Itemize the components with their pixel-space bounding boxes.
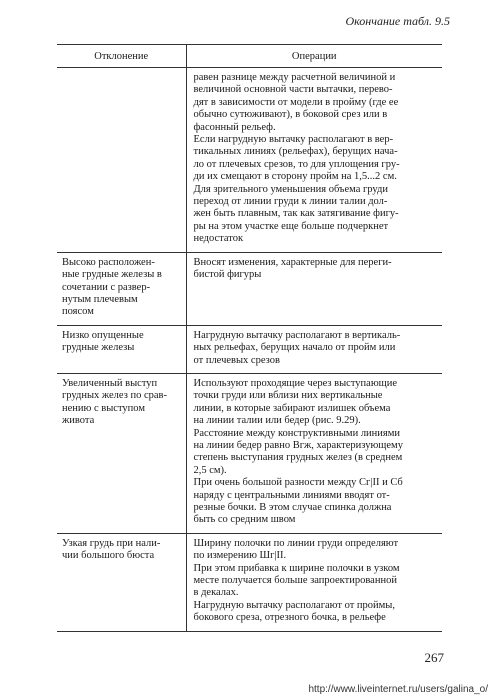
- deviation-text-line: грудных желез по срав-: [62, 390, 167, 402]
- deviation-text-line: нению с выступом: [62, 402, 145, 414]
- operations-text-line: степень выступания грудных желез (в среднем: [193, 452, 403, 464]
- deviation-text-line: Увеличенный выступ: [62, 377, 158, 389]
- operations-cell: [186, 373, 442, 533]
- operations-text-line: тикальных линиях (рельефах), берущих нача-: [193, 146, 398, 158]
- operations-text-line: на линии талии или бедер (рис. 9.29).: [193, 415, 361, 427]
- operations-cell: [186, 325, 442, 373]
- operations-text-line: быть со средним швом: [193, 514, 296, 526]
- deviation-text-line: чии большого бюста: [62, 550, 155, 562]
- operations-text-line: фасонный рельеф.: [193, 121, 276, 133]
- deviation-text-line: ные грудные железы в: [62, 269, 162, 281]
- table-body: [57, 68, 442, 632]
- operations-text-line: При этом прибавка к ширине полочки в узком: [193, 562, 400, 574]
- operations-text-line: месте получается больше запроектированной: [193, 575, 397, 587]
- operations-text-line: ных рельефах, берущих начало от пройм или: [193, 342, 396, 354]
- operations-text-line: Расстояние между конструктивными линиями: [193, 427, 401, 439]
- table-row: [57, 325, 442, 373]
- operations-text-line: бистой фигуры: [193, 269, 262, 281]
- operations-text-line: переход от линии груди к линии талии дол-: [193, 196, 388, 208]
- deviations-table: [57, 44, 442, 632]
- page-number: 267: [424, 650, 444, 665]
- deviation-cell: [57, 373, 186, 533]
- table-row: [57, 68, 442, 253]
- deviation-cell: [57, 252, 186, 325]
- operations-text-line: дят в зависимости от модели в пройму (где ее: [193, 96, 399, 108]
- deviation-cell: [57, 533, 186, 631]
- deviation-text-line: Высоко расположен-: [62, 256, 155, 268]
- operations-text-line: наряду с центральными линиями вводят от-: [193, 489, 390, 501]
- table-header-row: [57, 45, 442, 68]
- operations-text-line: Нагрудную вытачку располагают в вертикаль-: [193, 329, 401, 341]
- operations-text-line: бокового среза, отрезного бочка, в рельефе: [193, 612, 386, 624]
- operations-text-line: от плечевых срезов: [193, 354, 280, 366]
- operations-text-line: в декалах.: [193, 587, 239, 599]
- deviation-text-line: живота: [62, 415, 95, 427]
- operations-text-line: ло от плечевых срезов, то для уплощения гру-: [193, 158, 400, 170]
- table-row: [57, 252, 442, 325]
- deviation-text-line: нутым плечевым: [62, 293, 138, 305]
- operations-text-line: ры на этом участке еще больше подчеркнет: [193, 220, 389, 232]
- operations-text-line: по измерению Шг|II.: [193, 550, 287, 562]
- column-header-operations: Операции: [186, 45, 442, 68]
- operations-text-line: Вносят изменения, характерные для переги-: [193, 256, 392, 268]
- operations-text-line: точки груди или вблизи них вертикальные: [193, 390, 383, 402]
- operations-text-line: величиной основной части вытачки, перево-: [193, 84, 393, 96]
- operations-text-line: жен быть плавным, так как затягивание фигу-: [193, 208, 399, 220]
- operations-text-line: 2,5 см).: [193, 464, 227, 476]
- operations-text-line: Используют проходящие через выступающие: [193, 377, 398, 389]
- operations-cell: [186, 252, 442, 325]
- operations-text-line: Ширину полочки по линии груди определяют: [193, 537, 399, 549]
- table-row: [57, 373, 442, 533]
- watermark-url: http://www.liveinternet.ru/users/galina_o/: [308, 684, 488, 695]
- column-header-deviation: Отклонение: [57, 45, 186, 68]
- deviation-text-line: поясом: [62, 306, 94, 318]
- operations-text-line: линии, в которые забирают излишек объема: [193, 402, 391, 414]
- operations-text-line: Для зрительного уменьшения объема груди: [193, 183, 388, 195]
- operations-cell: [186, 68, 442, 253]
- operations-text-line: ди их смещают в сторону пройм на 1,5...2 см.: [193, 171, 397, 183]
- operations-text-line: При очень большой разности между Cг|II и Cб: [193, 477, 403, 489]
- operations-text-line: равен разнице между расчетной величиной и: [193, 72, 396, 83]
- operations-text-line: на линии бедер равно Bгж, характеризующему: [193, 439, 403, 451]
- page-header: Окончание табл. 9.5: [345, 14, 450, 28]
- deviation-cell: [57, 325, 186, 373]
- deviation-text-line: Низко опущенные: [62, 329, 144, 341]
- operations-text-line: недостаток: [193, 233, 244, 245]
- operations-text-line: резные бочки. В этом случае спинка должна: [193, 502, 392, 513]
- operations-text-line: обычно сутюживают), в боковой срез или в: [193, 109, 388, 121]
- deviation-text-line: сочетании с развер-: [62, 281, 151, 293]
- operations-text-line: Если нагрудную вытачку располагают в вер-: [193, 134, 394, 146]
- deviation-cell: [57, 68, 186, 253]
- table-row: [57, 533, 442, 631]
- operations-cell: [186, 533, 442, 631]
- deviation-text-line: грудные железы: [62, 342, 135, 354]
- deviation-text-line: Узкая грудь при нали-: [62, 537, 161, 549]
- operations-text-line: Нагрудную вытачку располагают от проймы,: [193, 599, 395, 611]
